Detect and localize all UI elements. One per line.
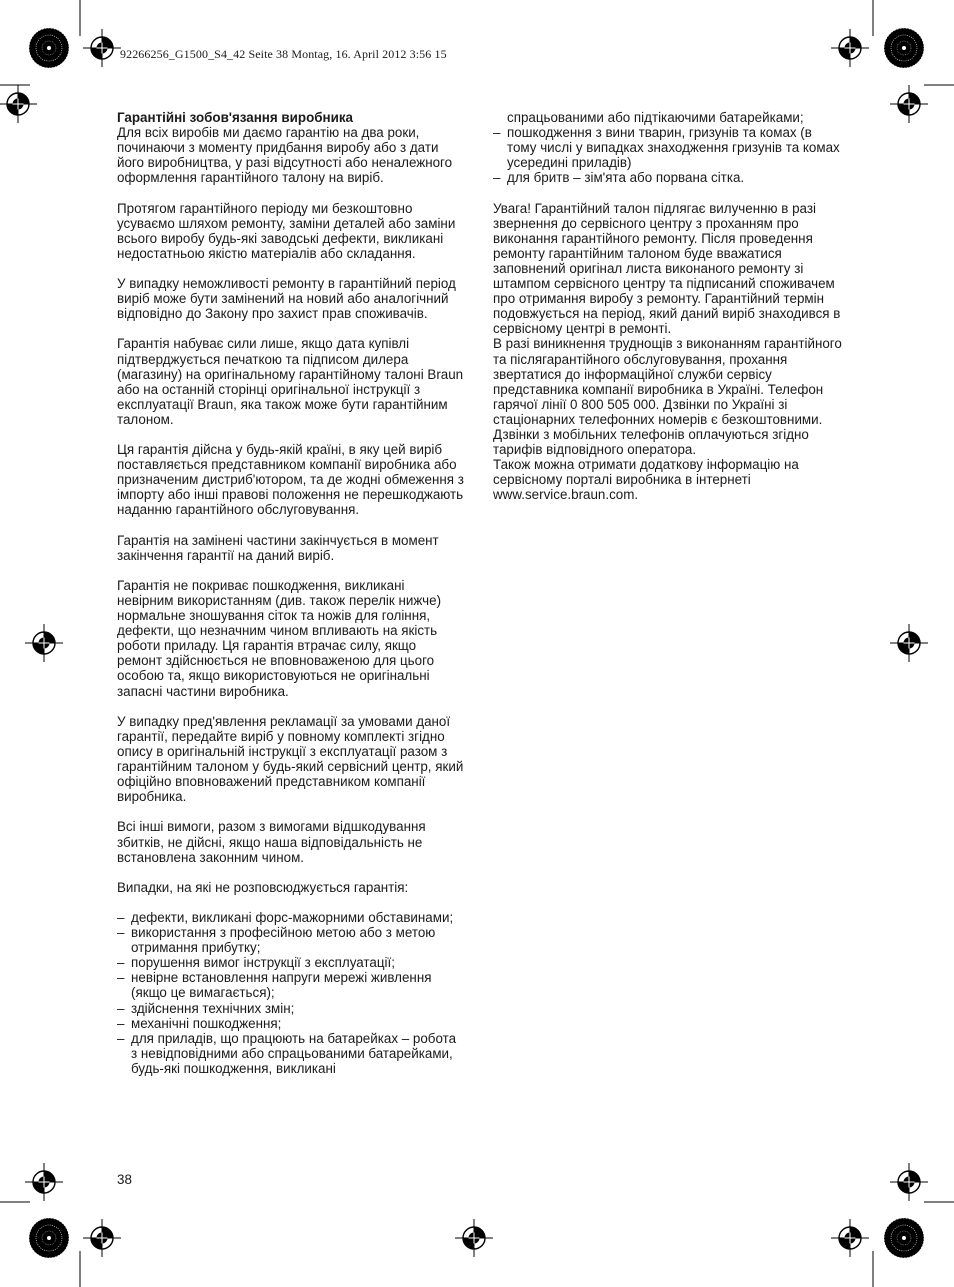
left-column: [117, 110, 464, 1076]
list-item: – для бритв – зім'ята або порвана сітка.: [493, 170, 745, 186]
list-item: – невірне встановлення напруги мережі живлення (якщо це вимагається);: [117, 970, 432, 1001]
paragraph: Для всіх виробів ми даємо гарантію на два роки, починаючи з моменту придбання виробу або з дати його виробництва, у разі відсутності або неналежного оформлення гарантійного талону на виріб.: [117, 125, 453, 186]
paragraph: Протягом гарантійного періоду ми безкоштовно усуваємо шляхом ремонту, заміни деталей або заміни всього виробу будь-які заводські дефекти, викликані недостатньою якістю матеріалів або складання.: [117, 200, 456, 261]
list-item: – використання з професійною метою або з метою отримання прибутку;: [117, 925, 436, 956]
exclusions-list-continued: [493, 125, 843, 185]
paragraph: В разі виникнення труднощів з виконанням гарантійного та післягарантійного обслуговування, прохання звертатися до інформаційної служби сервісу представника компанії виробника в Україні. Телефон гарячої лінії 0 800 505 000. Дзвінки по Україні зі стаціонарних телефонних номерів є безкоштовними. Дзвінки з мобільних телефонів оплачуються згідно тарифів відповідного оператора.: [493, 336, 842, 458]
paragraph: У випадку пред'явлення рекламації за умовами даної гарантії, передайте виріб у повному комплекті згідно опису в оригінальній інструкції з експлуатації разом з гарантійним талоном у будь-який сервісний центр, який офіційно вповноважений представником компанії виробника.: [117, 713, 464, 805]
section-heading: Гарантійні зобов'язання виробника: [117, 110, 353, 125]
print-slug: 92266256_G1500_S4_42 Seite 38 Montag, 16. April 2012 3:56 15: [120, 47, 447, 61]
paragraph: У випадку неможливості ремонту в гарантійний період виріб може бути замінений на новий або аналогічний відповідно до Закону про захист прав споживачів.: [117, 276, 456, 322]
list-item: – механічні пошкодження;: [117, 1015, 282, 1031]
list-item: – порушення вимог інструкції з експлуатації;: [117, 955, 395, 971]
paragraph: Гарантія на замінені частини закінчується в момент закінчення гарантії на даний виріб.: [117, 532, 439, 563]
list-continuation: спрацьованими або підтікаючими батарейками;: [507, 110, 804, 125]
paragraph: Ця гарантія дійсна у будь-якій країні, в яку цей виріб поставляється представником компанії виробника або призначеним дистриб'ютором, та де жодні обмеження з імпорту або інші правові положення не перешкоджають наданню гарантійного обслуговування.: [117, 442, 464, 518]
right-column: [493, 110, 843, 502]
paragraph: Випадки, на які не розповсюджується гарантія:: [117, 879, 409, 895]
list-item: – для приладів, що працюють на батарейках – робота з невідповідними або спрацьованими батарейками, будь-які пошкодження, викликані: [117, 1030, 457, 1076]
page-number: 38: [117, 1172, 132, 1187]
list-item: – дефекти, викликані форс-мажорними обставинами;: [117, 909, 454, 925]
paragraph: Також можна отримати додаткову інформацію на сервісному порталі виробника в інтернеті www.service.braun.com.: [493, 457, 799, 503]
paragraph: Гарантія не покриває пошкодження, викликані невірним використанням (див. також перелік нижче) нормальне зношування сіток та ножів для гоління, дефекти, що незначним чином впливають на якість роботи приладу. Ця гарантія втрачає силу, якщо ремонт здійснюється не вповноваженою для цього особою та, якщо використовуються не оригінальні запасні частини виробника.: [117, 577, 442, 699]
paragraph: Всі інші вимоги, разом з вимогами відшкодування збитків, не дійсні, якщо наша відповідальність не встановлена законним чином.: [117, 819, 426, 865]
exclusions-list: [117, 910, 464, 1076]
list-item: – пошкодження з вини тварин, гризунів та комах (в тому числі у випадках знаходження гризунів та комах усередині приладів): [493, 125, 840, 171]
paragraph: Гарантія набуває сили лише, якщо дата купівлі підтверджується печаткою та підписом дилера (магазину) на оригінальному гарантійному талоні Braun або на останній сторінці оригінальної інструкції з експлуатації Braun, яка також може бути гарантійним талоном.: [117, 336, 464, 427]
list-item: – здійснення технічних змін;: [117, 1000, 295, 1016]
paragraph: Увага! Гарантійний талон підлягає вилученню в разі звернення до сервісного центру з проханням про виконання гарантійного ремонту. Після проведення ремонту гарантійним талоном буде вважатися заповнений оригінал листа виконаного ремонту зі штампом сервісного центру та підписаний споживачем про отримання виробу з ремонту. Гарантійний термін подовжується на період, який даний виріб знаходився в сервісному центрі в ремонті.: [493, 200, 841, 337]
